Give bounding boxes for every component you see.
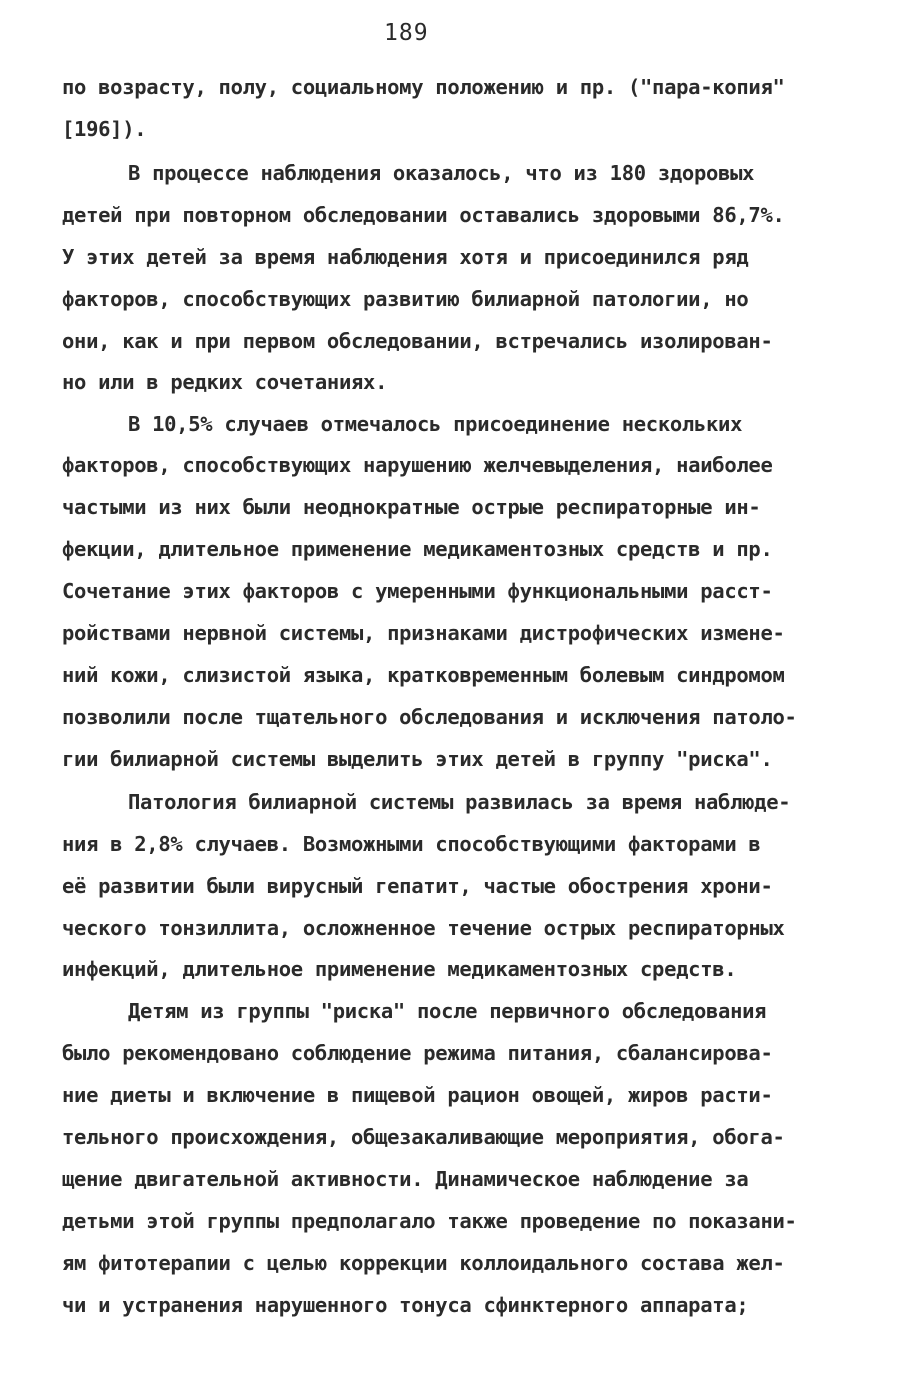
text-line: щение двигательной активности. Динамическое наблюдение за xyxy=(62,1167,749,1191)
text-line: гии билиарной системы выделить этих детей в группу "риска". xyxy=(62,747,773,771)
page-number: 189 xyxy=(384,20,429,46)
text-line: было рекомендовано соблюдение режима питания, сбалансирова- xyxy=(62,1041,773,1065)
paragraph-start-line: Детям из группы "риска" после первичного обследования xyxy=(128,999,767,1023)
text-line: по возрасту, полу, социальному положению и пр. ("пара-копия" xyxy=(62,75,785,99)
text-line: детьми этой группы предполагало также проведение по показани- xyxy=(62,1209,797,1233)
text-line: ям фитотерапии с целью коррекции коллоидального состава жел- xyxy=(62,1251,785,1275)
text-line: инфекций, длительное применение медикаментозных средств. xyxy=(62,957,737,981)
text-line: Сочетание этих факторов с умеренными функциональными расст- xyxy=(62,579,773,603)
text-line: ройствами нервной системы, признаками дистрофических измене- xyxy=(62,621,785,645)
text-line: тельного происхождения, общезакаливающие мероприятия, обога- xyxy=(62,1125,785,1149)
text-line: позволили после тщательного обследования и исключения патоло- xyxy=(62,705,797,729)
text-line: У этих детей за время наблюдения хотя и присоединился ряд xyxy=(62,245,749,269)
text-line: но или в редких сочетаниях. xyxy=(62,370,388,394)
text-line: ние диеты и включение в пищевой рацион овощей, жиров расти- xyxy=(62,1083,773,1107)
text-line: они, как и при первом обследовании, встречались изолирован- xyxy=(62,329,773,353)
text-line: факторов, способствующих развитию билиарной патологии, но xyxy=(62,287,749,311)
text-line: детей при повторном обследовании оставались здоровыми 86,7%. xyxy=(62,203,785,227)
paragraph-start-line: В 10,5% случаев отмечалось присоединение нескольких xyxy=(128,412,743,436)
paragraph-start-line: Патология билиарной системы развилась за время наблюде- xyxy=(128,790,791,814)
text-line: ния в 2,8% случаев. Возможными способствующими факторами в xyxy=(62,832,761,856)
text-line: ческого тонзиллита, осложненное течение острых респираторных xyxy=(62,916,785,940)
text-line: чи и устранения нарушенного тонуса сфинктерного аппарата; xyxy=(62,1293,749,1317)
text-line: частыми из них были неоднократные острые респираторные ин- xyxy=(62,495,761,519)
text-line: её развитии были вирусный гепатит, частые обострения хрони- xyxy=(62,874,773,898)
text-line: [196]). xyxy=(62,117,147,141)
text-line: фекции, длительное применение медикаментозных средств и пр. xyxy=(62,537,773,561)
text-line: ний кожи, слизистой языка, кратковременным болевым синдромом xyxy=(62,663,785,687)
text-line: факторов, способствующих нарушению желчевыделения, наиболее xyxy=(62,453,773,477)
paragraph-start-line: В процессе наблюдения оказалось, что из 180 здоровых xyxy=(128,161,755,185)
